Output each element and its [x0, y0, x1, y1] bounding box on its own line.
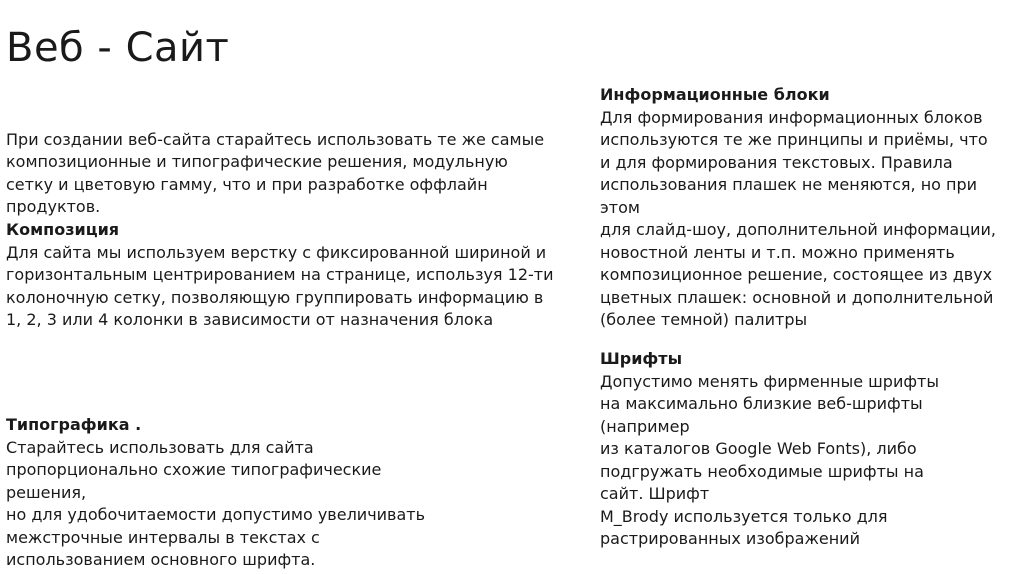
composition-text: Для сайта мы используем верстку с фиксированной шириной и горизонтальным центрированием на странице, используя 12-ти колоночную сетку, позволяющую группировать информацию в 1, 2, 3 или 4 колонки в зависимости от назначения блока	[6, 242, 554, 329]
intro-text: При создании веб-сайта старайтесь использовать те же самые композиционные и типографические решения, модульную сетку и цветовую гамму, что и при разработке оффлайн продуктов.	[6, 129, 545, 216]
typography-text: Старайтесь использовать для сайта пропорционально схожие типографические решения, но для удобочитаемости допустимо увеличивать межстрочные интервалы в текстах с использованием основного шрифта.	[6, 437, 426, 569]
fonts-section	[600, 348, 1020, 551]
fonts-heading: Шрифты	[600, 349, 683, 368]
composition-heading: Композиция	[6, 220, 120, 239]
typography-heading: Типографика .	[6, 415, 142, 434]
fonts-text: Допустимо менять фирменные шрифты на максимально близкие веб-шрифты (например из каталогов Google Web Fonts), либо подгружать необходимые шрифты на сайт. Шрифт M_Brody используется только для растрированных изображений	[600, 371, 939, 548]
infoblocks-text: Для формирования информационных блоков используются те же принципы и приёмы, что и для формирования текстовых. Правила использования плашек не меняются, но при этом для слайд-шоу, дополнительной информации, новостной ленты и т.п. можно применять композиционное решение, состоящее из двух цветных плашек: основной и дополнительной (более темной) палитры	[600, 107, 997, 329]
slide-title: Веб - Сайт	[6, 25, 230, 71]
infoblocks-section	[600, 84, 1020, 332]
composition-section	[6, 219, 566, 332]
infoblocks-heading: Информационные блоки	[600, 85, 830, 104]
typography-section	[6, 414, 566, 572]
